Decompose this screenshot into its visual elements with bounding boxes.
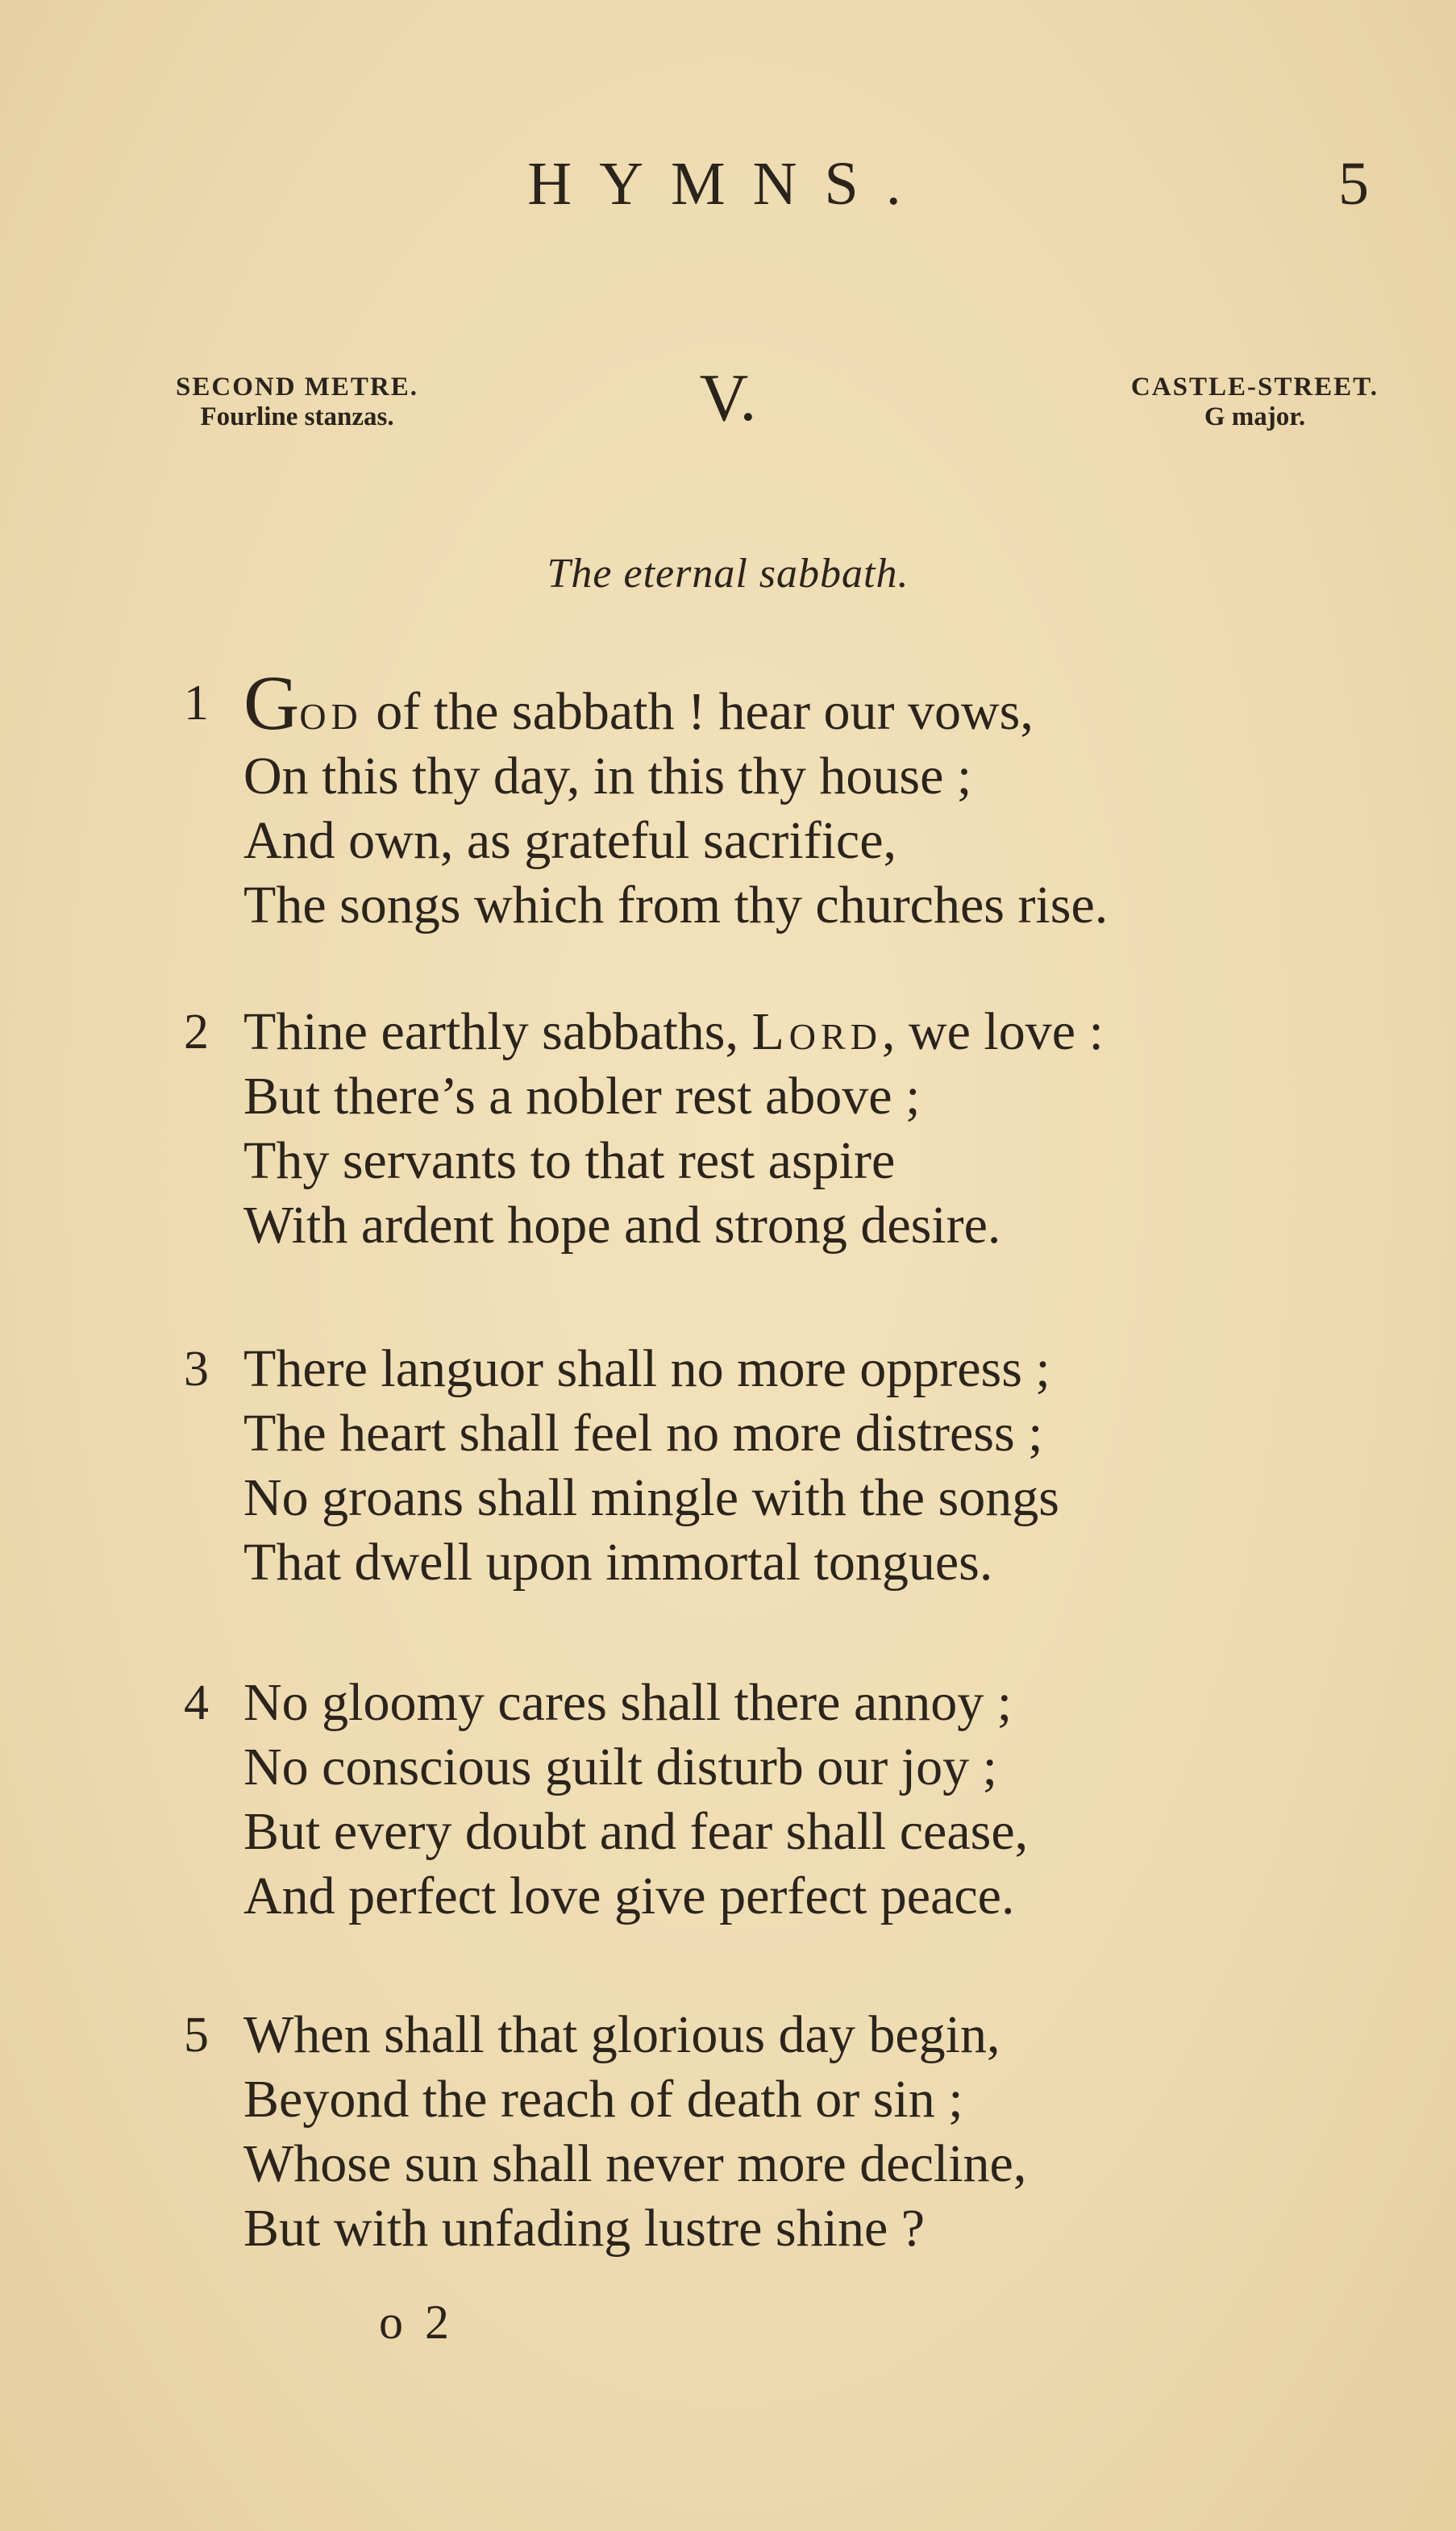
running-head: HYMNS. bbox=[527, 150, 929, 218]
stanza-lines bbox=[243, 660, 1109, 938]
signature-mark: o 2 bbox=[379, 2296, 454, 2349]
hymn-number: V. bbox=[699, 360, 757, 435]
verse-line: That dwell upon immortal tongues. bbox=[243, 1533, 993, 1592]
verse-line: The heart shall feel no more distress ; bbox=[243, 1404, 1043, 1463]
stanza-lines bbox=[243, 2003, 1026, 2261]
verse-line: But every doubt and fear shall cease, bbox=[243, 1802, 1029, 1861]
verse-line: And perfect love give perfect peace. bbox=[243, 1867, 1015, 1925]
page-number: 5 bbox=[1338, 150, 1369, 218]
small-caps-text: od bbox=[299, 682, 363, 741]
stanza-lines bbox=[243, 1337, 1059, 1595]
verse-line: Beyond the reach of death or sin ; bbox=[243, 2070, 963, 2129]
verse-line: But with unfading lustre shine ? bbox=[243, 2199, 926, 2258]
verse-line: The songs which from thy churches rise. bbox=[243, 876, 1109, 935]
stanza-lines bbox=[243, 1000, 1104, 1258]
meter-label: SECOND METRE. bbox=[176, 373, 419, 402]
verse-line: But there’s a nobler rest above ; bbox=[243, 1067, 921, 1126]
verse-line: There languor shall no more oppress ; bbox=[243, 1339, 1050, 1398]
verse-line-text: Thine earthly sabbaths, bbox=[243, 1002, 752, 1061]
tune-info bbox=[1131, 373, 1379, 432]
verse-line bbox=[243, 1000, 1104, 1064]
verse-line: No groans shall mingle with the songs bbox=[243, 1468, 1059, 1527]
verse-line: No conscious guilt disturb our joy ; bbox=[243, 1738, 997, 1796]
verse-line-text: of the sabbath ! hear our vows, bbox=[362, 682, 1034, 741]
stanza-form-label: Fourline stanzas. bbox=[200, 402, 394, 431]
verse-line: And own, as grateful sacrifice, bbox=[243, 811, 897, 870]
stanza-number: 1 bbox=[184, 676, 209, 731]
verse-line bbox=[243, 660, 1108, 746]
verse-line: No gloomy cares shall there annoy ; bbox=[243, 1673, 1013, 1732]
stanza-number: 3 bbox=[184, 1342, 209, 1397]
verse-line-text: , we love : bbox=[881, 1002, 1104, 1061]
verse-line: Whose sun shall never more decline, bbox=[243, 2134, 1027, 2193]
small-caps-text: Lord bbox=[751, 1002, 882, 1061]
verse-line: On this thy day, in this thy house ; bbox=[243, 747, 972, 806]
stanza-lines bbox=[243, 1671, 1028, 1929]
verse-line: When shall that glorious day begin, bbox=[243, 2005, 1000, 2064]
stanza-number: 2 bbox=[184, 1005, 209, 1059]
hymn-subtitle: The eternal sabbath. bbox=[547, 551, 909, 597]
drop-cap: G bbox=[243, 660, 300, 746]
verse-line: Thy servants to that rest aspire bbox=[243, 1131, 896, 1190]
stanza-number: 4 bbox=[184, 1676, 209, 1730]
tune-key: G major. bbox=[1204, 402, 1306, 431]
verse-line: With ardent hope and strong desire. bbox=[243, 1196, 1001, 1255]
stanza-number: 5 bbox=[184, 2008, 209, 2063]
tune-name: CASTLE-STREET. bbox=[1130, 373, 1379, 402]
